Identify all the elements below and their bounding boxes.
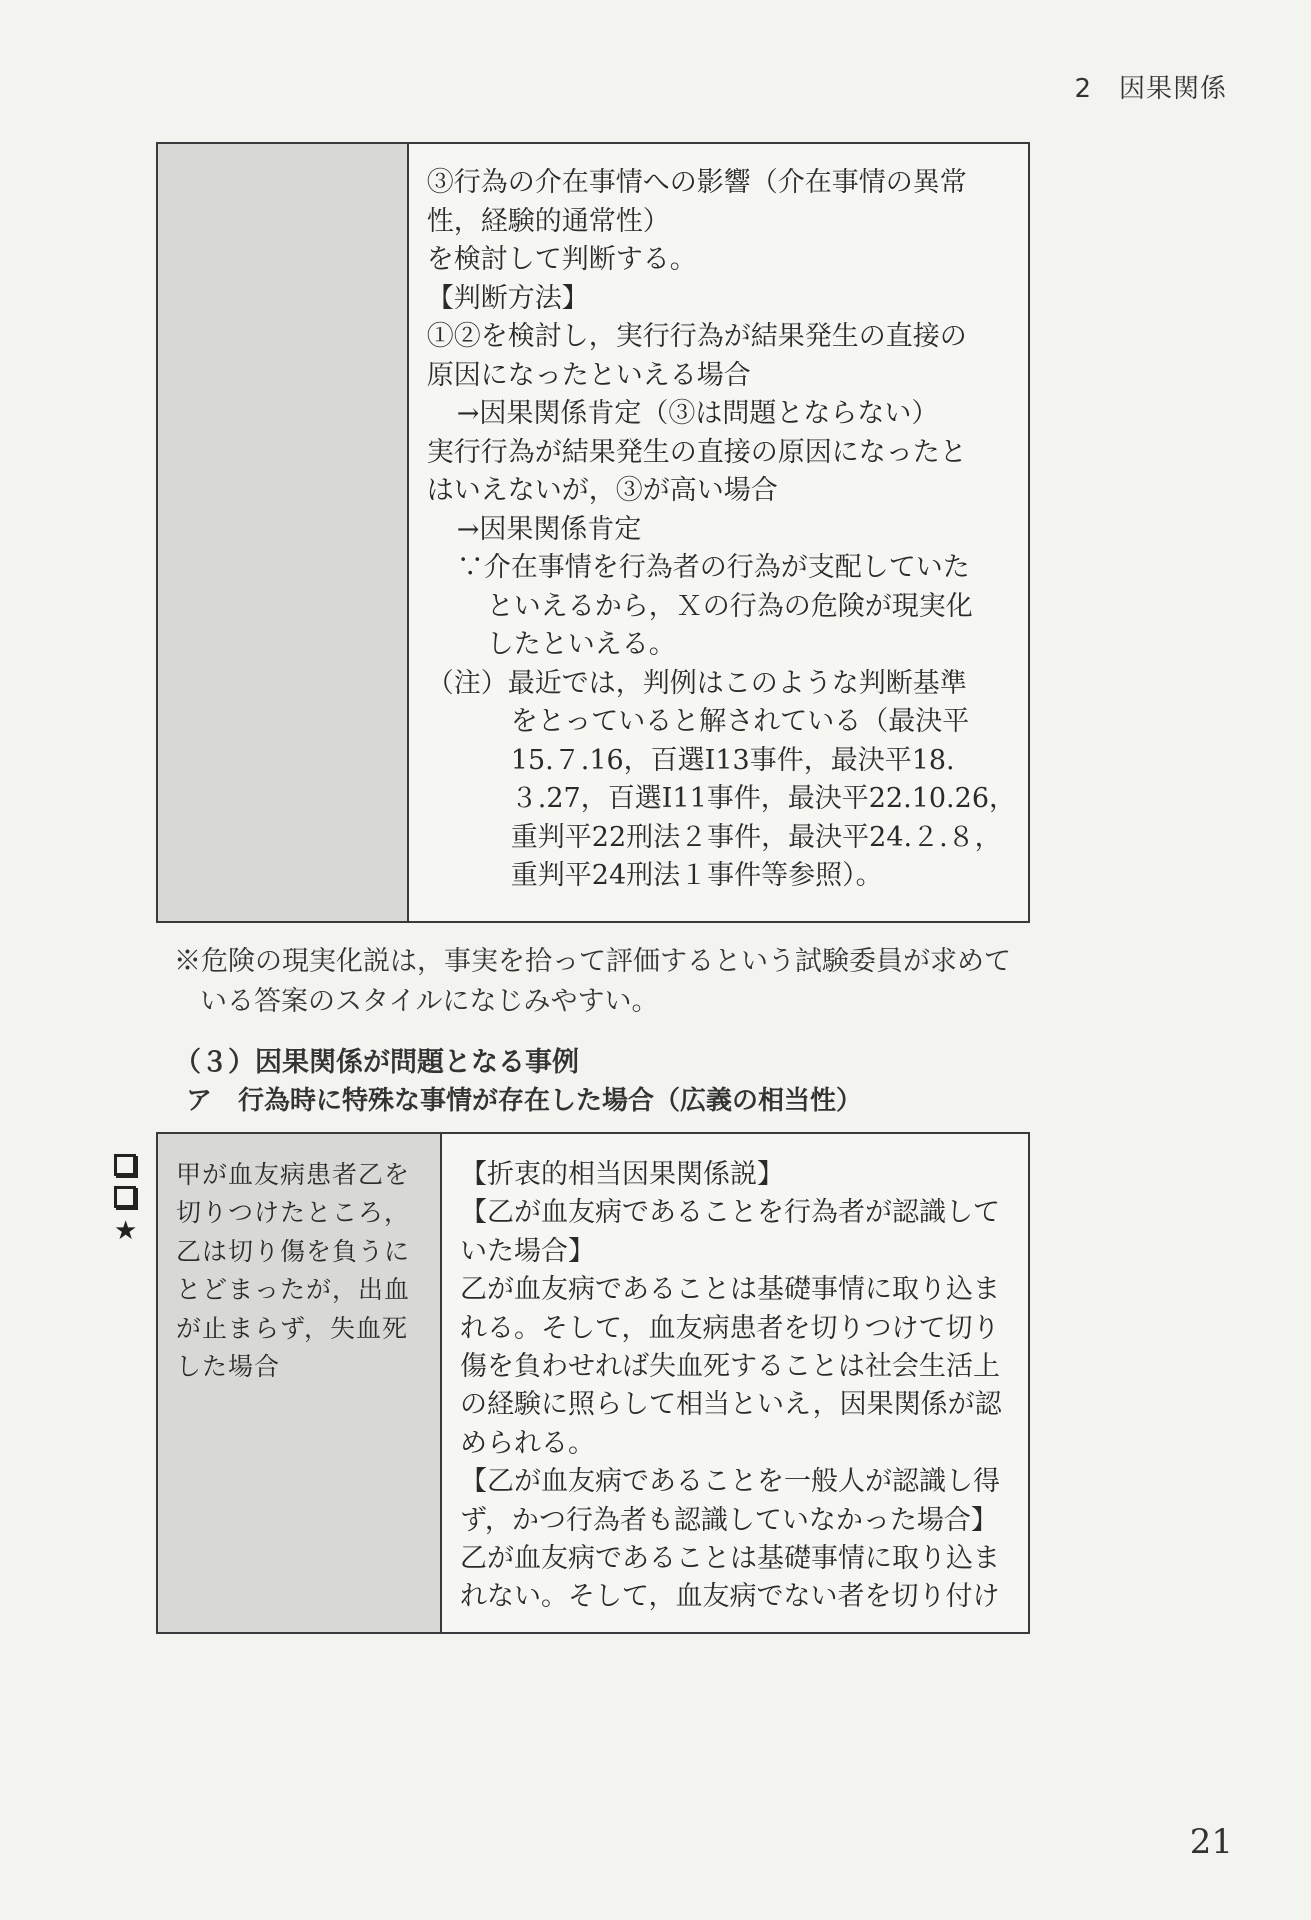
table1-line: →因果関係肯定 (456, 513, 642, 545)
table1-line: 原因になったといえる場合 (426, 359, 751, 391)
case-analysis-line: 乙が血友病であることは基礎事情に取り込ま (460, 1274, 1000, 1306)
table1-line: はいえないが，③が高い場合 (426, 475, 778, 506)
table1-right-cell (409, 144, 1028, 921)
case-analysis-line: 【乙が血友病であることを行為者が認識して (460, 1197, 1000, 1229)
case-table (156, 1132, 1030, 1634)
table1-line: 性，経験的通常性） (426, 205, 670, 237)
case-analysis-line: れない。そして，血友病でない者を切り付け (460, 1581, 1000, 1613)
sub-heading: ア 行為時に特殊な事情が存在した場合（広義の相当性） (186, 1086, 863, 1116)
star-icon: ★ (114, 1216, 138, 1246)
table1-line: 【判断方法】 (426, 282, 589, 314)
case-analysis-line: ず，かつ行為者も認識していなかった場合】 (460, 1504, 998, 1536)
note (174, 942, 1011, 1022)
section-heading: （３）因果関係が問題となる事例 (174, 1047, 579, 1078)
table1-line: ③行為の介在事情への影響（介在事情の異常 (426, 167, 967, 198)
case-analysis-line: められる。 (460, 1427, 595, 1459)
case-description-line: した場合 (176, 1352, 281, 1382)
case-analysis-line: いた場合】 (460, 1235, 595, 1267)
page-number: 21 (1189, 1822, 1233, 1862)
checkbox-icon[interactable] (114, 1186, 136, 1208)
summary-table-1 (156, 142, 1030, 923)
table1-line: 重判平24刑法１事件等参照）。 (510, 860, 883, 891)
table1-line: を検討して判断する。 (426, 244, 697, 275)
case-description-line: とどまったが，出血 (176, 1275, 411, 1305)
note-line-2: いる答案のスタイルになじみやすい。 (200, 986, 659, 1017)
review-marks (112, 1150, 144, 1244)
case-description-line: が止まらず，失血死 (176, 1313, 409, 1343)
case-analysis-line: 傷を負わせれば失血死することは社会生活上 (460, 1351, 1000, 1383)
case-description-line: 切りつけたところ， (176, 1198, 411, 1228)
table1-line: したといえる。 (486, 629, 676, 660)
checkbox-icon[interactable] (114, 1154, 136, 1176)
table1-line: ∵介在事情を行為者の行為が支配していた (456, 552, 970, 583)
case-analysis-cell (442, 1134, 1028, 1632)
table1-line: 重判平22刑法２事件，最決平24.２.８， (510, 821, 1002, 853)
table1-line: ３.27，百選Ⅰ11事件，最決平22.10.26， (510, 783, 1016, 814)
table1-left-cell (158, 144, 409, 921)
table1-line: 15.７.16，百選Ⅰ13事件，最決平18. (510, 744, 955, 776)
running-head: 2 因果関係 (1074, 74, 1227, 104)
case-analysis-line: の経験に照らして相当といえ，因果関係が認 (460, 1389, 1002, 1421)
case-analysis-line: 【乙が血友病であることを一般人が認識し得 (460, 1466, 1000, 1498)
table1-line: （注）最近では，判例はこのような判断基準 (426, 667, 967, 699)
case-analysis-line: 【折衷的相当因果関係説】 (460, 1159, 784, 1190)
case-analysis-line: れる。そして，血友病患者を切りつけて切り (460, 1312, 1000, 1344)
table1-line: ①②を検討し，実行行為が結果発生の直接の (426, 321, 967, 352)
case-analysis-line: 乙が血友病であることは基礎事情に取り込ま (460, 1543, 1000, 1575)
case-description-line: 乙は切り傷を負うに (176, 1236, 411, 1266)
case-description-cell (158, 1134, 442, 1632)
case-description-line: 甲が血友病患者乙を (176, 1160, 411, 1189)
table1-line: 実行行為が結果発生の直接の原因になったと (426, 436, 967, 468)
table1-line: をとっていると解されている（最決平 (510, 706, 970, 737)
note-line-1: ※危険の現実化説は，事実を拾って評価するという試験委員が求めて (174, 946, 1011, 977)
table1-line: といえるから，Ｘの行為の危険が現実化 (486, 590, 973, 622)
table1-line: →因果関係肯定（③は問題とならない） (456, 398, 939, 429)
